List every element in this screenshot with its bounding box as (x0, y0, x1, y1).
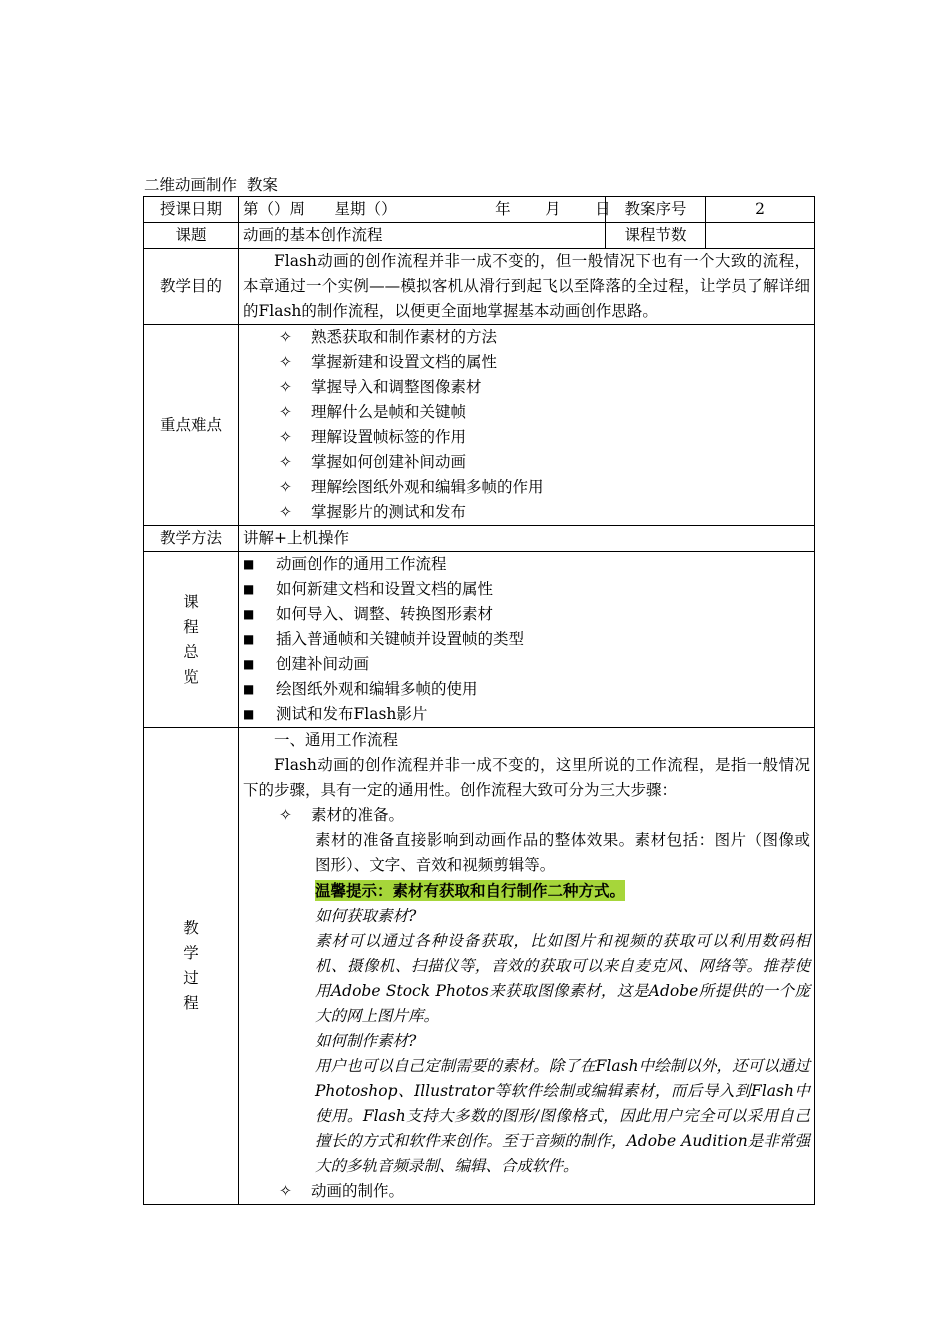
method-value: 讲解+上机操作 (239, 526, 815, 552)
square-bullet-icon: ■ (243, 682, 255, 696)
step-item: ✧ 素材的准备。 (243, 803, 810, 828)
list-item: ■ 测试和发布Flash影片 (243, 702, 810, 727)
seq-value: 2 (706, 197, 815, 223)
diamond-bullet-icon: ✧ (279, 428, 292, 446)
key-points-label: 重点难点 (144, 325, 239, 526)
step-item: ✧ 动画的制作。 (243, 1179, 810, 1204)
diamond-bullet-icon: ✧ (279, 1182, 292, 1200)
question-heading: 如何制作素材? (315, 1032, 417, 1050)
header-row (144, 197, 815, 223)
list-item: ■ 绘图纸外观和编辑多帧的使用 (243, 677, 810, 702)
key-points-list (239, 325, 815, 526)
goal-row (144, 249, 815, 325)
square-bullet-icon: ■ (243, 607, 255, 621)
topic-value: 动画的基本创作流程 (239, 223, 606, 249)
question-heading: 如何获取素材? (315, 907, 417, 925)
list-item: ✧ 理解绘图纸外观和编辑多帧的作用 (243, 475, 810, 500)
diamond-bullet-icon: ✧ (279, 806, 292, 824)
list-item: ✧ 掌握影片的测试和发布 (243, 500, 810, 525)
topic-label: 课题 (144, 223, 239, 249)
diamond-bullet-icon: ✧ (279, 328, 292, 346)
process-label: 教 学 过 程 (144, 728, 239, 1205)
list-item: ■ 动画创作的通用工作流程 (243, 552, 810, 577)
overview-row (144, 552, 815, 728)
list-item: ✧ 掌握导入和调整图像素材 (243, 375, 810, 400)
date-label: 授课日期 (144, 197, 239, 223)
diamond-bullet-icon: ✧ (279, 353, 292, 371)
goal-label: 教学目的 (144, 249, 239, 325)
date-value: 第（）周 星期（） 年 月 日 (239, 197, 606, 223)
overview-label: 课 程 总 览 (144, 552, 239, 728)
document-title: 二维动画制作 教案 (144, 176, 278, 194)
square-bullet-icon: ■ (243, 707, 255, 721)
list-item: ■ 插入普通帧和关键帧并设置帧的类型 (243, 627, 810, 652)
diamond-bullet-icon: ✧ (279, 503, 292, 521)
process-content (239, 728, 815, 1205)
diamond-bullet-icon: ✧ (279, 403, 292, 421)
step-description: 素材的准备直接影响到动画作品的整体效果。素材包括：图片（图像或图形）、文字、音效和视频剪辑等。 (315, 831, 810, 874)
square-bullet-icon: ■ (243, 582, 255, 596)
key-points-row (144, 325, 815, 526)
answer-text: 用户也可以自己定制需要的素材。除了在Flash中绘制以外，还可以通过Photoshop、Illustrator等软件绘制或编辑素材，而后导入到Flash中使用。Flash支持大多数的图形/图像格式，因此用户完全可以采用自己擅长的方式和软件来创作。至于音频的制作，Adobe Audition是非常强大的多轨音频录制、编辑、合成软件。 (315, 1057, 810, 1175)
lesson-plan-table (143, 196, 815, 1205)
list-item: ✧ 掌握新建和设置文档的属性 (243, 350, 810, 375)
answer-text: 素材可以通过各种设备获取，比如图片和视频的获取可以利用数码相机、摄像机、扫描仪等，音效的获取可以来自麦克风、网络等。推荐使用Adobe Stock Photos来获取图像素材，这是Adobe所提供的一个庞大的网上图片库。 (315, 932, 810, 1025)
method-label: 教学方法 (144, 526, 239, 552)
hours-label: 课程节数 (606, 223, 706, 249)
list-item: ✧ 理解设置帧标签的作用 (243, 425, 810, 450)
diamond-bullet-icon: ✧ (279, 453, 292, 471)
square-bullet-icon: ■ (243, 657, 255, 671)
hours-value (706, 223, 815, 249)
method-row (144, 526, 815, 552)
list-item: ■ 如何导入、调整、转换图形素材 (243, 602, 810, 627)
diamond-bullet-icon: ✧ (279, 478, 292, 496)
goal-text: Flash动画的创作流程并非一成不变的，但一般情况下也有一个大致的流程，本章通过一个实例——模拟客机从滑行到起飞以至降落的全过程，让学员了解详细的Flash的制作流程，以便更全面地掌握基本动画创作思路。 (239, 249, 815, 325)
tip-highlight: 温馨提示：素材有获取和自行制作二种方式。 (315, 881, 626, 900)
list-item: ✧ 掌握如何创建补间动画 (243, 450, 810, 475)
list-item: ✧ 理解什么是帧和关键帧 (243, 400, 810, 425)
overview-list (239, 552, 815, 728)
topic-row (144, 223, 815, 249)
square-bullet-icon: ■ (243, 557, 255, 571)
list-item: ✧ 熟悉获取和制作素材的方法 (243, 325, 810, 350)
tip-line (243, 878, 810, 904)
list-item: ■ 创建补间动画 (243, 652, 810, 677)
process-row (144, 728, 815, 1205)
diamond-bullet-icon: ✧ (279, 378, 292, 396)
section-heading: 一、通用工作流程 (274, 731, 399, 749)
seq-label: 教案序号 (606, 197, 706, 223)
process-intro: Flash动画的创作流程并非一成不变的，这里所说的工作流程，是指一般情况下的步骤，具有一定的通用性。创作流程大致可分为三大步骤： (243, 756, 810, 799)
list-item: ■ 如何新建文档和设置文档的属性 (243, 577, 810, 602)
square-bullet-icon: ■ (243, 632, 255, 646)
